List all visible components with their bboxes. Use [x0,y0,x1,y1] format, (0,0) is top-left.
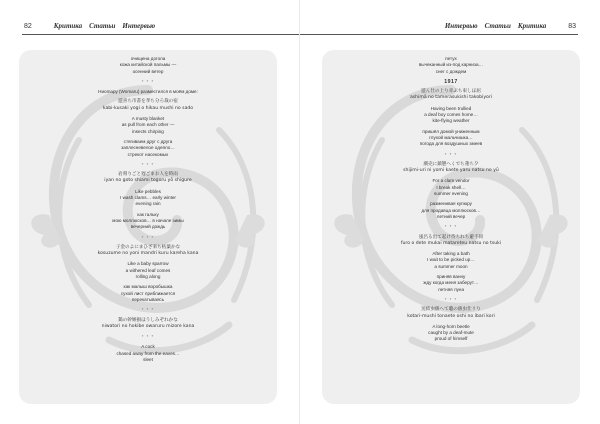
poem-line: Like a baby sparrow [127,261,169,267]
poem-column-left [19,56,277,367]
poem-line: kite-flying weather [432,118,470,124]
poem-line: After taking a bath [432,251,470,257]
poem-line: стягиваем друг с друга [123,138,173,144]
right-page [300,0,600,424]
poem-line: insects chirping [132,128,164,134]
section-divider [19,235,277,241]
page-number-left: 82 [24,22,32,30]
header-rule-left [22,34,300,35]
poem-line: A cock [141,344,155,350]
haiku-stanza [322,56,580,75]
nav-link-critique[interactable]: Критика [53,22,83,30]
haiku-original [322,307,580,320]
poem-line: летний вечер [436,213,466,219]
section-divider [322,297,580,303]
year-heading [322,79,580,85]
nav-link-interviews[interactable]: Интервью [444,22,478,30]
poem-line: пришёл домой униженным [422,128,480,134]
poem-line: A long-horn beetle [432,323,470,329]
haiku-stanza [19,139,277,158]
haiku-stanza [322,274,580,293]
poem-line: 潮売に鎮態へくでち蓮ち夕 [423,161,479,167]
haiku-stanza [322,201,580,220]
section-divider [19,307,277,313]
haiku-stanza [19,344,277,363]
haiku-stanza [19,116,277,135]
haiku-stanza [322,106,580,125]
poem-line: I break shell… [436,184,466,190]
poem-line: как гальку [137,211,159,217]
haiku-stanza [19,284,277,303]
poem-line: приняв ванну [436,274,466,280]
poem-line: 1917 [444,78,458,85]
poem-line: как малыш воробышка [123,284,173,290]
right-header [306,22,576,30]
poem-line: * * * [141,161,155,167]
poem-line: 岩刻りごと遅ごまお人を時雨 [118,172,178,178]
poem-line: * * * [444,296,458,302]
poem-line: летняя луна [437,286,465,292]
poem-line: iyan no goto shiami togoru yō shigure [104,178,192,184]
poem-line: I wait to be picked up… [427,257,475,263]
poem-line: rolling along [135,274,161,280]
poem-line: * * * [444,151,458,157]
haiku-stanza [19,212,277,231]
haiku-stanza [322,324,580,343]
poem-line: вычеканный из-под карниза… [418,62,484,68]
haiku-original [322,89,580,102]
poem-line: kotari-mushi tonaete oshi no ibari kori [407,313,495,319]
haiku-stanza [322,178,580,197]
haiku-stanza [19,261,277,280]
header-nav-left [54,22,155,30]
poem-line: niwatori no hokibe owaruru mizore kana [101,323,195,329]
page-number-right: 83 [568,22,576,30]
poem-line: петух [445,56,457,61]
poem-line: Like pebbles [135,188,161,194]
poem-line: * * * [141,234,155,240]
poem-line: * * * [444,224,458,230]
section-divider [19,79,277,85]
poem-line: 鶏の幹嫉損ほうしみぞれかな [118,317,178,323]
poem-line: 風呂る出て起け待ちれち避不同 [418,234,484,240]
poem-line: A musty blanket [131,116,165,122]
left-header [24,22,296,30]
poem-line: a deaf boy comes home… [424,112,478,118]
nav-link-articles[interactable]: Статьи [89,22,116,30]
poem-line: a withered leaf comes [125,267,171,273]
poem-column-right [322,56,580,347]
poem-line: кожа китайской пальмы — [119,62,177,68]
poem-line: kabi-kusaki yogi o hikau mushi no sado [102,105,194,111]
poem-line: kosuzume no yoni mandri kuru kareha kana [97,251,199,257]
header-nav-right [445,22,546,30]
poem-line: очищена догола [130,56,166,61]
poem-line: * * * [141,78,155,84]
poem-line: стрекот насекомых [127,151,169,157]
haiku-stanza [322,129,580,148]
poem-panel-right [322,50,580,404]
poem-line: I wash clams… early winter [120,195,176,201]
poem-line: для продавца моллюсков… [421,207,481,213]
poem-line: sleet [143,356,153,362]
poem-line: a summer moon [434,263,468,269]
poem-line: summer evening [434,191,468,197]
header-rule-right [300,34,578,35]
haiku-original [322,235,580,248]
haiku-original [19,99,277,112]
nav-link-articles[interactable]: Статьи [484,22,511,30]
haiku-stanza [19,189,277,208]
poem-line: сухой лист приближается [120,290,176,296]
poem-line: caught by a deaf-mute [428,330,474,336]
poem-line: 送結虫値へて聴の値虫仕リり [421,307,481,313]
section-divider [322,152,580,158]
poem-line: разменивая купюру [430,201,472,207]
poem-line: глухой мальчишка… [429,134,473,140]
poem-line: evening rain [135,201,161,207]
poem-line: снег с дождем [435,68,467,74]
section-divider [19,334,277,340]
haiku-original [19,318,277,331]
poem-line: 遊喜ち市書を孝ち分ろ裁の宿 [118,99,178,105]
poem-line: заплесневелое одеяло… [121,145,175,151]
poem-line: shijimi-uri ni yomi kaete yaru natsu no yū [403,168,499,174]
poem-line: * * * [141,307,155,313]
poem-line: жду когда меня заберут… [423,280,479,286]
poem-line: 子金のよにまひざ来ち枯葉かな [115,244,181,250]
poem-line: * * * [141,334,155,340]
poem-line: chased away from the eaves… [116,350,180,356]
haiku-original [19,172,277,185]
poem-line: proud of himself [434,336,468,342]
poem-panel-left [19,50,277,404]
poem-line: furo o dete mukai matareteu natsu no tsuki [400,240,502,246]
poem-line: Having been trullied [430,105,472,111]
section-divider [19,162,277,168]
haiku-original [19,245,277,258]
nav-link-critique[interactable]: Критика [517,22,547,30]
haiku-original [322,162,580,175]
poem-line: as pull from each other — [121,122,175,128]
poem-line: ashimā no tamerasukishi takobiyori [409,95,493,101]
haiku-stanza [19,56,277,75]
poem-line: вечерний дождь [130,224,166,230]
poem-line: погода для воздушных змеев [419,141,483,147]
nav-link-interviews[interactable]: Интервью [122,22,156,30]
section-divider [322,224,580,230]
poem-line: For a clam vendor [432,178,470,184]
poem-line: перекатываясь [131,296,165,302]
haiku-stanza [19,89,277,95]
poem-line: осенний ветер [132,68,164,74]
haiku-stanza [322,251,580,270]
poem-line: Ниomару (Womaru) разместился в моём доме: [98,89,198,95]
poem-line: мою моллюсков… в начале зимы [112,217,184,223]
poem-line: 遊ん仕の上り赤ぷち束しほ屈 [421,89,481,95]
